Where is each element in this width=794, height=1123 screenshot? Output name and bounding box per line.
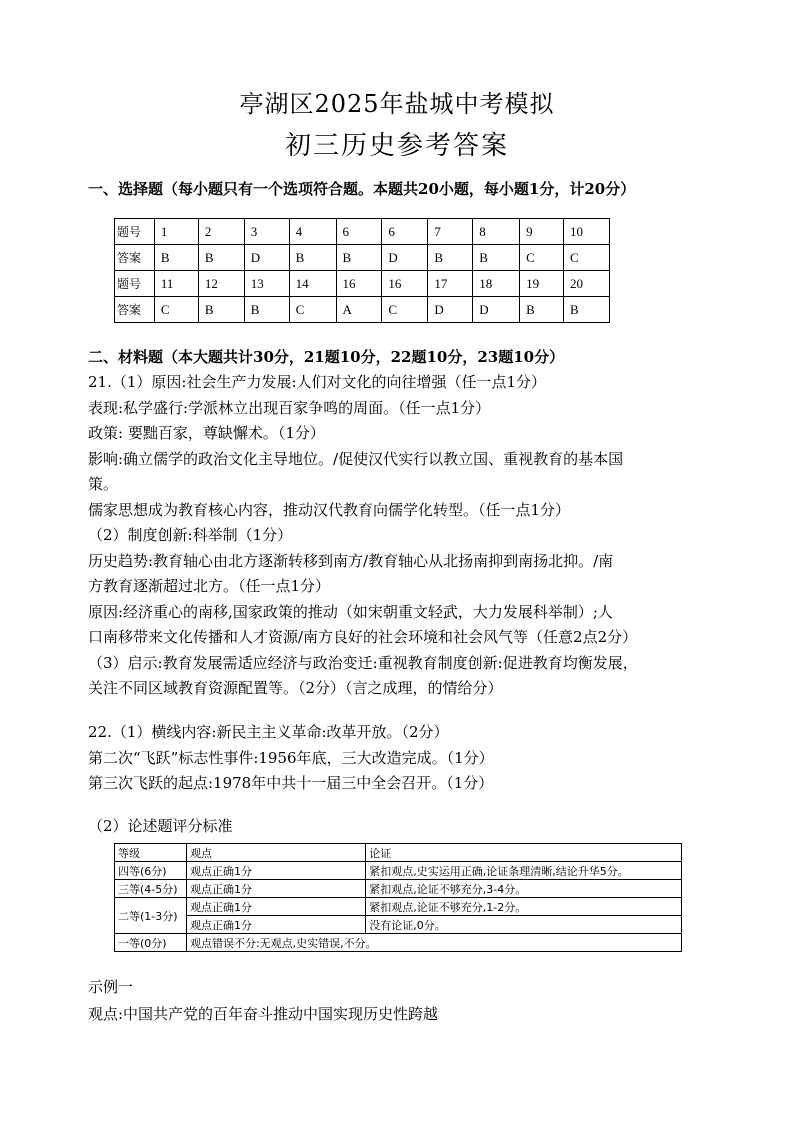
rubric-header-grade: 等级 <box>115 844 187 862</box>
answer-table-row-label: 题号 <box>115 271 155 297</box>
rubric-view: 观点错误不分:无观点,史实错误,不分。 <box>186 934 681 952</box>
section2-heading: 二、材料题（本大题共计30分，21题10分，22题10分，23题10分） <box>88 348 565 366</box>
answer-table-cell: 7 <box>428 219 473 245</box>
answer-table-row-label: 答案 <box>115 297 155 323</box>
answer-table-cell: B <box>336 245 382 271</box>
answer-line: 表现:私学盛行:学派林立出现百家争鸣的周面。（任一点1分） <box>88 398 491 417</box>
answer-line: 关注不同区域教育资源配置等。（2分）（言之成理，的情给分） <box>88 679 503 697</box>
answer-line: 策。 <box>88 475 119 493</box>
answer-line: （3）启示:教育发展需适应经济与政治变迁:重视教育制度创新:促进教育均衡发展， <box>88 653 638 672</box>
rubric-argument: 紧扣观点,论证不够充分,1-2分。 <box>366 898 682 916</box>
answer-table-cell: 13 <box>244 271 289 297</box>
answer-table-row <box>115 271 610 297</box>
rubric-view: 观点正确1分 <box>186 916 365 934</box>
answer-line: 影响:确立儒学的政治文化主导地位。/促使汉代实行以教立国、重视教育的基本国 <box>88 449 624 468</box>
answer-table-cell: 16 <box>382 271 428 297</box>
rubric-grade: 二等(1-3分) <box>115 898 187 934</box>
answer-table-cell: 12 <box>198 271 244 297</box>
answer-table-cell: C <box>382 297 428 323</box>
answer-table-cell: B <box>473 245 520 271</box>
question-22-answer <box>88 720 728 797</box>
answer-table-cell: 6 <box>382 219 428 245</box>
answer-line: 历史趋势:教育轴心由北方逐渐转移到南方/教育轴心从北扬南抑到南扬北抑。/南 <box>88 551 614 570</box>
answer-line: 第三次飞跃的起点:1978年中共十一届三中全会召开。（1分） <box>88 774 494 792</box>
rubric-grade: 三等(4-5分) <box>115 880 187 898</box>
answer-table-row <box>115 297 610 323</box>
example-view: 观点:中国共产党的百年奋斗推动中国实现历史性跨越 <box>88 1005 439 1023</box>
answer-line: 口南移带来文化传播和人才资源/南方良好的社会环境和社会风气等（任意2点2分） <box>88 628 638 646</box>
answer-table-row <box>115 219 610 245</box>
answer-line: 第二次“飞跃”标志性事件:1956年底，三大改造完成。（1分） <box>88 748 494 767</box>
rubric-title: （2）论述题评分标准 <box>88 817 233 835</box>
rubric-argument: 紧扣观点,论证不够充分,3-4分。 <box>366 880 682 898</box>
answer-table <box>114 218 610 323</box>
answer-line: 儒家思想成为教育核心内容，推动汉代教育向儒学化转型。（任一点1分） <box>88 500 571 519</box>
answer-table-cell: 1 <box>154 219 198 245</box>
answer-table-cell: 20 <box>564 271 610 297</box>
answer-table-cell: B <box>428 245 473 271</box>
answer-table-cell: B <box>564 297 610 323</box>
answer-table-cell: 8 <box>473 219 520 245</box>
answer-line: 政策: 要黜百家，尊缺懈术。（1分） <box>88 424 325 442</box>
answer-table-cell: 19 <box>520 271 564 297</box>
answer-table-cell: D <box>428 297 473 323</box>
answer-table-row-label: 题号 <box>115 219 155 245</box>
example-label: 示例一 <box>88 978 134 996</box>
answer-table-cell: 14 <box>289 271 336 297</box>
answer-table-cell: B <box>154 245 198 271</box>
answer-table-cell: 2 <box>198 219 244 245</box>
page-subtitle: 初三历史参考答案 <box>284 131 509 161</box>
rubric-header-argument: 论证 <box>366 844 682 862</box>
answer-table-cell: 17 <box>428 271 473 297</box>
rubric-argument: 没有论证,0分。 <box>366 916 682 934</box>
answer-table-cell: C <box>520 245 564 271</box>
rubric-view: 观点正确1分 <box>186 862 365 880</box>
answer-table-cell: 10 <box>564 219 610 245</box>
answer-table-cell: 3 <box>244 219 289 245</box>
rubric-grade: 一等(0分) <box>115 934 187 952</box>
rubric-argument: 紧扣观点,史实运用正确,论证条理清晰,结论升华5分。 <box>366 862 682 880</box>
page-title: 亭湖区2025年盐城中考模拟 <box>239 90 555 118</box>
answer-table-cell: C <box>564 245 610 271</box>
answer-table-cell: 18 <box>473 271 520 297</box>
answer-table-cell: B <box>244 297 289 323</box>
answer-line: （2）制度创新:科举制（1分） <box>88 526 293 544</box>
rubric-header-view: 观点 <box>186 844 365 862</box>
answer-table-row <box>115 245 610 271</box>
rubric-view: 观点正确1分 <box>186 880 365 898</box>
answer-table-cell: C <box>289 297 336 323</box>
rubric-table <box>114 843 682 952</box>
answer-table-cell: B <box>289 245 336 271</box>
answer-line: 21.（1）原因:社会生产力发展:人们对文化的向往增强（任一点1分） <box>88 373 547 391</box>
answer-table-cell: B <box>198 297 244 323</box>
answer-table-cell: B <box>198 245 244 271</box>
answer-table-cell: C <box>154 297 198 323</box>
answer-table-cell: 6 <box>336 219 382 245</box>
answer-table-cell: D <box>244 245 289 271</box>
answer-table-cell: D <box>473 297 520 323</box>
question-21-answer <box>88 370 728 702</box>
answer-line: 方教育逐渐超过北方。（任一点1分） <box>88 577 331 595</box>
answer-line: 原因:经济重心的南移,国家政策的推动（如宋朝重文轻武，大力发展科举制）;人 <box>88 602 613 621</box>
answer-table-cell: D <box>382 245 428 271</box>
answer-table-cell: 9 <box>520 219 564 245</box>
answer-table-cell: 4 <box>289 219 336 245</box>
answer-table-cell: B <box>520 297 564 323</box>
answer-table-cell: 11 <box>154 271 198 297</box>
rubric-grade: 四等(6分) <box>115 862 187 880</box>
rubric-view: 观点正确1分 <box>186 898 365 916</box>
answer-line: 22.（1）横线内容:新民主主义革命:改革开放。（2分） <box>88 723 449 741</box>
answer-table-row-label: 答案 <box>115 245 155 271</box>
section1-heading: 一、选择题（每小题只有一个选项符合题。本题共20小题，每小题1分，计20分） <box>88 180 636 198</box>
answer-table-cell: 16 <box>336 271 382 297</box>
answer-table-cell: A <box>336 297 382 323</box>
